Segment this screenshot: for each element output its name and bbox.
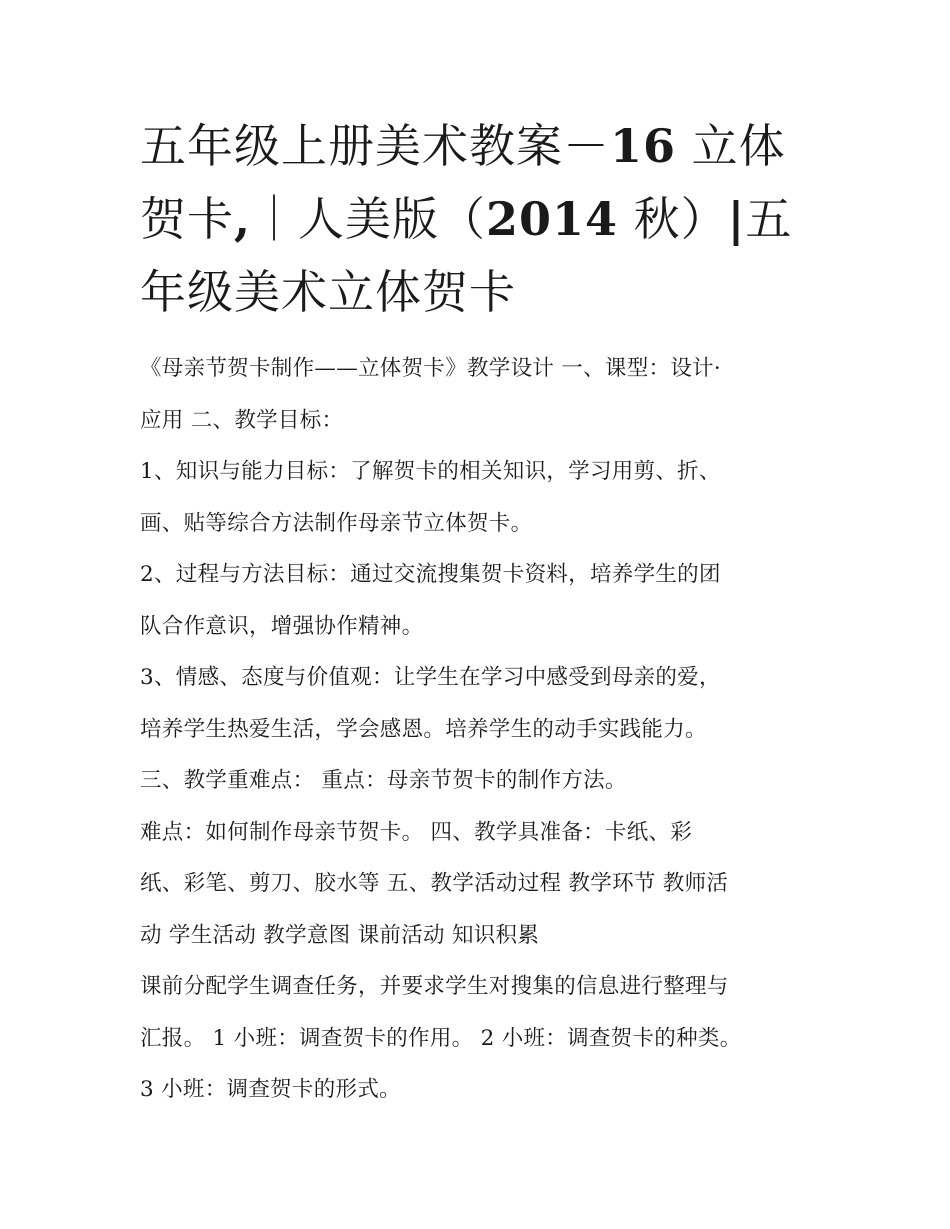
body-line: 动 学生活动 教学意图 课前活动 知识积累 (140, 922, 540, 948)
body-line: 课前分配学生调查任务，并要求学生对搜集的信息进行整理与 (140, 974, 729, 999)
title-text: 秋） (618, 192, 728, 246)
body-line: 画、贴等综合方法制作母亲节立体贺卡。 (140, 510, 533, 536)
body-line: 队合作意识，增强协作精神。 (140, 613, 424, 639)
title-year: 2014 (486, 192, 619, 246)
body-line: 3 小班：调查贺卡的形式。 (140, 1077, 401, 1102)
body-line: 纸、彩笔、剪刀、胶水等 五、教学活动过程 教学环节 教师活 (140, 871, 729, 896)
title-text: 五 (745, 192, 793, 246)
document-page (140, 110, 820, 1116)
body-line: 3、情感、态度与价值观：让学生在学习中感受到母亲的爱， (140, 665, 721, 690)
title-separator: | (727, 192, 746, 246)
title-text: 立体 (676, 119, 786, 173)
document-body (140, 343, 820, 1116)
body-line: 应用 二、教学目标： (140, 407, 344, 433)
title-text: 年级美术立体贺卡 (140, 265, 516, 319)
title-text: 五年级上册美术教案－ (140, 119, 610, 173)
title-comma: , (234, 192, 252, 246)
body-line: 难点：如何制作母亲节贺卡。 四、教学具准备：卡纸、彩 (140, 819, 693, 845)
title-text: 贺卡 (140, 192, 234, 246)
body-line: 2、过程与方法目标：通过交流搜集贺卡资料，培养学生的团 (140, 562, 721, 587)
body-line: 培养学生热爱生活，学会感恩。培养学生的动手实践能力。 (140, 716, 707, 742)
title-number: 16 (610, 119, 677, 173)
body-line: 三、教学重难点： 重点：母亲节贺卡的制作方法。 (140, 768, 627, 793)
title-text: ｜人美版（ (251, 192, 487, 246)
document-title (140, 110, 820, 329)
body-line: 汇报。 1 小班：调查贺卡的作用。 2 小班：调查贺卡的种类。 (140, 1025, 742, 1051)
body-line: 1、知识与能力目标：了解贺卡的相关知识，学习用剪、折、 (140, 459, 721, 484)
body-line: 《母亲节贺卡制作——立体贺卡》教学设计 一、课型：设计· (140, 356, 722, 381)
